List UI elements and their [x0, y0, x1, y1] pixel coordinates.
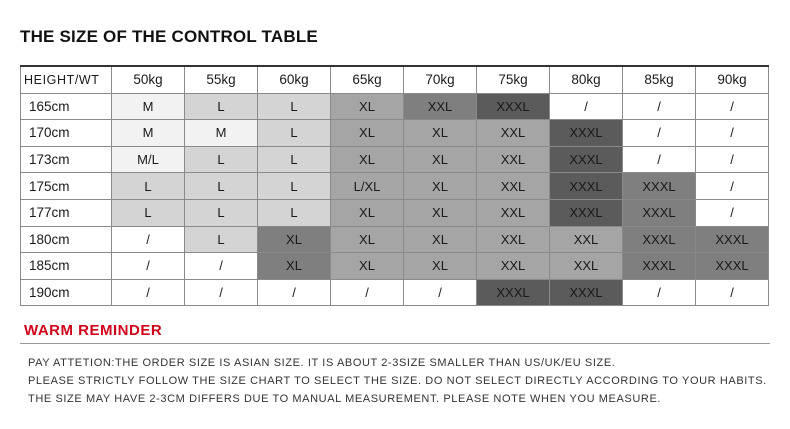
- size-cell: /: [331, 279, 404, 306]
- height-label: 177cm: [21, 199, 112, 226]
- size-row: [21, 199, 769, 226]
- size-cell: XXXL: [477, 93, 550, 120]
- size-cell: /: [696, 173, 769, 200]
- size-cell: L: [185, 199, 258, 226]
- height-label: 190cm: [21, 279, 112, 306]
- size-cell: XL: [258, 253, 331, 280]
- weight-header: 75kg: [477, 66, 550, 93]
- size-cell: XL: [331, 120, 404, 147]
- size-cell: XL: [404, 199, 477, 226]
- size-row: [21, 146, 769, 173]
- size-cell: /: [112, 279, 185, 306]
- weight-header: 50kg: [112, 66, 185, 93]
- size-cell: /: [696, 146, 769, 173]
- size-cell: XXXL: [550, 173, 623, 200]
- size-cell: XXXL: [623, 199, 696, 226]
- size-cell: M/L: [112, 146, 185, 173]
- size-cell: L: [185, 226, 258, 253]
- weight-header: 65kg: [331, 66, 404, 93]
- size-cell: /: [112, 226, 185, 253]
- size-cell: L: [258, 173, 331, 200]
- size-cell: XXL: [477, 253, 550, 280]
- weight-header: 90kg: [696, 66, 769, 93]
- size-cell: XXXL: [477, 279, 550, 306]
- size-cell: /: [623, 120, 696, 147]
- size-cell: XXL: [477, 173, 550, 200]
- size-cell: XXL: [550, 253, 623, 280]
- size-cell: /: [623, 93, 696, 120]
- size-table: [20, 65, 769, 306]
- size-cell: /: [696, 199, 769, 226]
- size-cell: XL: [404, 226, 477, 253]
- size-cell: /: [185, 279, 258, 306]
- size-cell: XXL: [477, 199, 550, 226]
- reminder-notes: [28, 354, 767, 409]
- size-cell: XXL: [477, 120, 550, 147]
- weight-header: 55kg: [185, 66, 258, 93]
- size-cell: XL: [331, 253, 404, 280]
- size-cell: L: [112, 173, 185, 200]
- size-cell: XXXL: [550, 199, 623, 226]
- height-label: 185cm: [21, 253, 112, 280]
- size-cell: XL: [404, 146, 477, 173]
- size-cell: /: [623, 279, 696, 306]
- size-cell: /: [623, 146, 696, 173]
- size-row: [21, 253, 769, 280]
- size-cell: XXXL: [696, 253, 769, 280]
- size-cell: XXL: [477, 226, 550, 253]
- size-cell: /: [258, 279, 331, 306]
- weight-header: 60kg: [258, 66, 331, 93]
- size-cell: /: [550, 93, 623, 120]
- size-cell: L: [185, 173, 258, 200]
- size-cell: XXL: [477, 146, 550, 173]
- size-row: [21, 173, 769, 200]
- size-cell: XXXL: [550, 146, 623, 173]
- corner-label: HEIGHT/WT: [21, 66, 112, 93]
- size-table-body: [21, 93, 769, 306]
- size-cell: M: [112, 93, 185, 120]
- size-cell: /: [696, 120, 769, 147]
- height-label: 173cm: [21, 146, 112, 173]
- size-cell: XXL: [550, 226, 623, 253]
- size-cell: /: [696, 279, 769, 306]
- weight-header: 80kg: [550, 66, 623, 93]
- size-row: [21, 93, 769, 120]
- warm-reminder-heading: WARM REMINDER: [24, 322, 163, 339]
- size-row: [21, 279, 769, 306]
- size-cell: L: [185, 146, 258, 173]
- size-cell: XL: [404, 173, 477, 200]
- height-label: 180cm: [21, 226, 112, 253]
- weight-header-row: [21, 66, 769, 93]
- size-row: [21, 226, 769, 253]
- size-cell: M: [185, 120, 258, 147]
- reminder-line: PLEASE STRICTLY FOLLOW THE SIZE CHART TO SELECT THE SIZE. DO NOT SELECT DIRECTLY ACCORDING TO YOUR HABITS.: [28, 375, 767, 388]
- size-cell: L: [258, 146, 331, 173]
- size-cell: XL: [404, 253, 477, 280]
- size-cell: L: [258, 120, 331, 147]
- size-cell: L: [258, 199, 331, 226]
- size-cell: L: [185, 93, 258, 120]
- size-cell: M: [112, 120, 185, 147]
- height-label: 175cm: [21, 173, 112, 200]
- size-cell: XXL: [404, 93, 477, 120]
- page-title: THE SIZE OF THE CONTROL TABLE: [20, 27, 318, 46]
- height-label: 165cm: [21, 93, 112, 120]
- size-cell: L: [112, 199, 185, 226]
- size-cell: XXXL: [696, 226, 769, 253]
- weight-header: 70kg: [404, 66, 477, 93]
- size-cell: XL: [404, 120, 477, 147]
- weight-header: 85kg: [623, 66, 696, 93]
- size-cell: XXXL: [623, 226, 696, 253]
- size-cell: /: [185, 253, 258, 280]
- divider: [20, 343, 770, 344]
- size-cell: XL: [331, 146, 404, 173]
- size-cell: XL: [331, 199, 404, 226]
- size-cell: L: [258, 93, 331, 120]
- size-cell: XL: [258, 226, 331, 253]
- height-label: 170cm: [21, 120, 112, 147]
- size-cell: /: [112, 253, 185, 280]
- size-cell: XXXL: [623, 253, 696, 280]
- size-cell: /: [404, 279, 477, 306]
- size-cell: XL: [331, 226, 404, 253]
- size-cell: XXXL: [550, 279, 623, 306]
- size-row: [21, 120, 769, 147]
- size-cell: XL: [331, 93, 404, 120]
- size-cell: XXXL: [623, 173, 696, 200]
- size-cell: /: [696, 93, 769, 120]
- size-cell: L/XL: [331, 173, 404, 200]
- size-cell: XXXL: [550, 120, 623, 147]
- reminder-line: PAY ATTETION:THE ORDER SIZE IS ASIAN SIZE. IT IS ABOUT 2-3SIZE SMALLER THAN US/UK/EU SIZE.: [28, 357, 616, 369]
- reminder-line: THE SIZE MAY HAVE 2-3CM DIFFERS DUE TO MANUAL MEASUREMENT. PLEASE NOTE WHEN YOU MEASURE.: [28, 393, 662, 406]
